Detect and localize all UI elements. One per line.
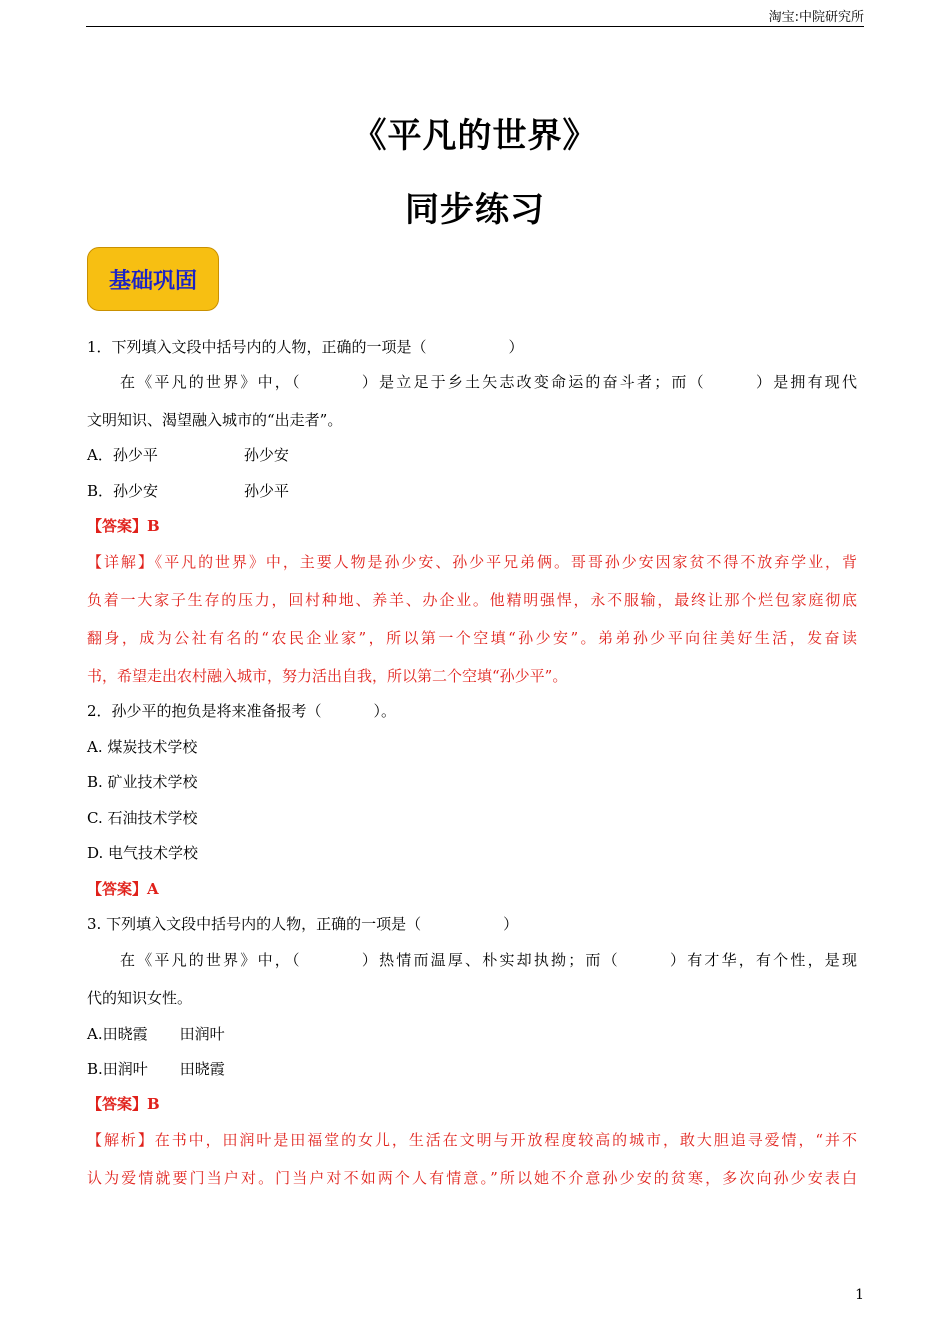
q2-stem-text: 2．孙少平的抱负是将来准备报考（ [87,702,322,720]
q3-option-b [87,1059,857,1079]
q1-passage-line2: 文明知识、渴望融入城市的“出走者”。 [87,411,343,429]
q2-stem-close: ）。 [373,702,397,720]
q2-option-a: A. 煤炭技术学校 [87,738,198,756]
q3-passage-b: ）热情而温厚、朴实却执拗；而（ [359,951,620,969]
q3-detail-line2: 认为爱情就要门当户对。门当户对不如两个人有情意。”所以她不介意孙少安的贫寒，多次向孙少安表白 [87,1169,857,1187]
q3-option-b-second: 田晓霞 [179,1060,225,1078]
page-number: 1 [855,1287,864,1303]
q1-option-a-first: A．孙少平 [87,446,158,464]
q3-option-b-first: B.田润叶 [87,1060,148,1078]
q2-option-b: B. 矿业技术学校 [87,773,198,791]
q3-answer: 【答案】B [87,1095,160,1113]
q3-option-a-first: A.田晓霞 [87,1025,148,1043]
q1-option-b [87,481,857,501]
q1-detail-line1: 【详解】《平凡的世界》中，主要人物是孙少安、孙少平兄弟俩。哥哥孙少安因家贫不得不放弃学业，背 [87,553,857,571]
q1-passage-a: 在《平凡的世界》中，（ [120,373,302,391]
page-subtitle: 同步练习 [405,190,545,230]
q1-passage-line1 [120,372,857,392]
q2-option-d: D. 电气技术学校 [87,844,199,862]
q3-stem-text: 3. 下列填入文段中括号内的人物，正确的一项是（ [87,915,422,933]
q1-stem-close: ） [508,338,524,356]
q1-stem [87,337,857,357]
q3-option-a [87,1024,857,1044]
q3-stem [87,914,857,934]
q2-option-c: C. 石油技术学校 [87,809,198,827]
q3-stem-close: ） [503,915,519,933]
header-divider [86,26,864,27]
q1-option-a-second: 孙少安 [243,446,289,464]
q1-option-a [87,445,857,465]
q1-detail-line2: 负着一大家子生存的压力，回村种地、养羊、办企业。他精明强悍，永不服输，最终让那个烂包家庭彻底 [87,591,857,609]
q3-passage-line2: 代的知识女性。 [87,989,193,1007]
q1-detail-line3: 翻身，成为公社有名的“农民企业家”，所以第一个空填“孙少安”。弟弟孙少平向往美好生活，发奋读 [87,629,857,647]
header-source: 淘宝:中院研究所 [768,10,864,25]
q3-passage-a: 在《平凡的世界》中，（ [120,951,302,969]
q1-stem-text: 1．下列填入文段中括号内的人物，正确的一项是（ [87,338,427,356]
q1-answer: 【答案】B [87,517,160,535]
q3-passage-line1 [120,950,857,970]
page-title: 《平凡的世界》 [352,116,598,156]
q3-passage-c: ）有才华，有个性，是现 [667,951,857,969]
q1-option-b-second: 孙少平 [244,482,290,500]
q2-answer: 【答案】A [87,880,159,898]
q1-passage-c: ）是拥有现代 [753,373,857,391]
q1-option-b-first: B．孙少安 [87,482,159,500]
q3-detail-line1: 【解析】在书中，田润叶是田福堂的女儿，生活在文明与开放程度较高的城市，敢大胆追寻爱情，“并不 [87,1131,857,1149]
q1-passage-b: ）是立足于乡土矢志改变命运的奋斗者；而（ [359,373,706,391]
q1-detail-line4: 书，希望走出农村融入城市，努力活出自我，所以第二个空填“孙少平”。 [87,667,568,685]
q3-option-a-second: 田润叶 [179,1025,225,1043]
q2-stem [87,701,857,721]
section-badge: 基础巩固 [87,247,219,311]
